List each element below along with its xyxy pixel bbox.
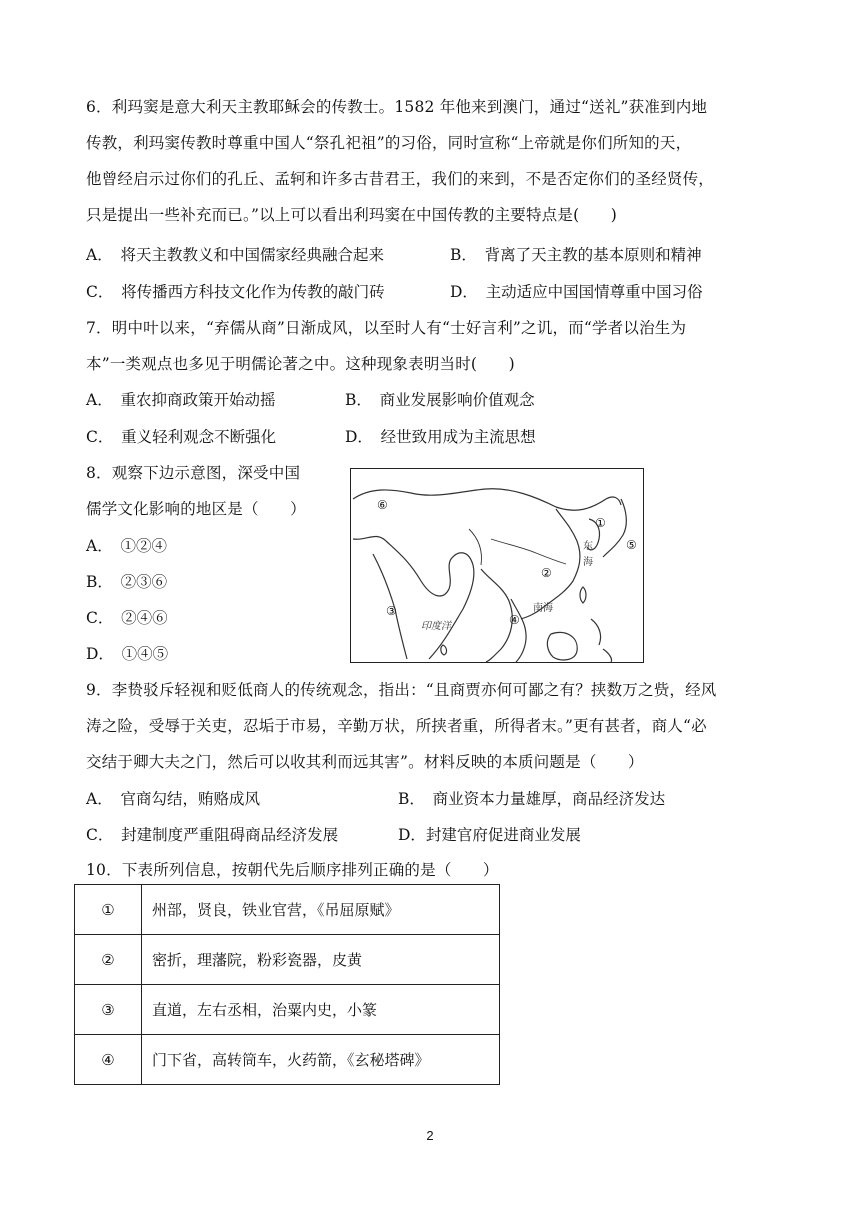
row-content: 州部，贤良，铁业官营，《吊屈原赋》 — [142, 885, 500, 935]
q9-line-1: 9．李贽驳斥轻视和贬低商人的传统观念，指出：“且商贾亦何可鄙之有？挟数万之赀，经风 — [86, 681, 717, 699]
q9-option-c: C． 封建制度严重阻碍商品经济发展 — [86, 826, 339, 844]
q6-option-b: B． 背离了天主教的基本原则和精神 — [450, 246, 702, 264]
q6-line-4: 只是提出一些补充而已。”以上可以看出利玛窦在中国传教的主要特点是( ) — [86, 206, 617, 224]
indochina-coast — [481, 569, 512, 662]
map-marker-6: ⑥ — [377, 498, 388, 512]
map-label-dong: 东 — [583, 541, 593, 552]
row-number: ④ — [75, 1035, 142, 1085]
map-label-hai: 海 — [583, 557, 593, 568]
row-number: ② — [75, 935, 142, 985]
q9-option-b: B． 商业资本力量雄厚，商品经济发达 — [398, 790, 666, 808]
table-row — [75, 935, 500, 985]
japan-islands — [603, 499, 626, 557]
malay-peninsula — [511, 599, 526, 662]
row-content: 门下省，高转筒车，火药箭，《玄秘塔碑》 — [142, 1035, 500, 1085]
q8-line-2: 儒学文化影响的地区是（ ） — [86, 500, 306, 518]
q7-option-a: A． 重农抑商政策开始动摇 — [86, 391, 276, 409]
q6-line-1: 6．利玛窦是意大利天主教耶稣会的传教士。1582 年他来到澳门，通过“送礼”获准到内地 — [86, 98, 708, 116]
q8-option-a: A． ①②④ — [86, 537, 167, 555]
q8-option-b: B． ②③⑥ — [86, 573, 168, 591]
page-number: 2 — [426, 1128, 434, 1143]
q9-line-3: 交结于卿大夫之门，然后可以收其利而远其害”。材料反映的本质问题是（ ） — [86, 753, 644, 771]
q7-line-2: 本”一类观点也多见于明儒论著之中。这种现象表明当时( ) — [86, 355, 515, 373]
table-row — [75, 885, 500, 935]
q9-option-a: A． 官商勾结，贿赂成风 — [86, 790, 260, 808]
q7-line-1: 7．明中叶以来，“弃儒从商”日渐成风，以至时人有“士好言利”之讥，而“学者以治生为 — [86, 319, 687, 337]
q9-line-2: 涛之险，受辱于关吏，忍垢于市易，辛勤万状，所挟者重，所得者末。”更有甚者，商人“必 — [86, 717, 707, 735]
map-marker-1: ① — [595, 516, 606, 530]
q8-option-c: C． ②④⑥ — [86, 609, 168, 627]
philippine-islands — [591, 619, 612, 662]
q9-option-d: D．封建官府促进商业发展 — [398, 826, 581, 844]
map-label-indian-ocean: 印度洋 — [421, 621, 451, 632]
map-marker-5: ⑤ — [626, 538, 637, 552]
q8-line-1: 8．观察下边示意图，深受中国 — [86, 464, 301, 482]
map-marker-4: ④ — [509, 613, 520, 627]
map-marker-3: ③ — [386, 604, 397, 618]
asia-map-drawing — [351, 469, 643, 662]
q10-info-table — [74, 884, 500, 1085]
q7-option-b: B． 商业发展影响价值观念 — [345, 391, 535, 409]
river-line — [491, 539, 566, 564]
asia-map — [350, 468, 644, 663]
table-row — [75, 1035, 500, 1085]
table-row — [75, 985, 500, 1035]
taiwan-island — [580, 587, 586, 603]
q6-line-3: 他曾经启示过你们的孔丘、孟轲和许多古昔君王，我们的来到，不是否定你们的圣经贤传， — [86, 170, 715, 188]
india-coast — [353, 536, 474, 659]
borneo-island — [547, 633, 577, 660]
row-number: ① — [75, 885, 142, 935]
north-coastline — [353, 489, 621, 511]
q7-option-d: D． 经世致用成为主流思想 — [345, 428, 536, 446]
q6-option-a: A． 将天主教教义和中国儒家经典融合起来 — [86, 246, 384, 264]
row-content: 密折，理藩院，粉彩瓷器，皮黄 — [142, 935, 500, 985]
map-label-south-china-sea: 南海 — [533, 603, 553, 614]
q8-option-d: D． ①④⑤ — [86, 645, 169, 663]
sri-lanka-island — [441, 645, 447, 655]
q6-option-c: C． 将传播西方科技文化作为传教的敲门砖 — [86, 283, 385, 301]
q6-line-2: 传教，利玛窦传教时尊重中国人“祭孔祀祖”的习俗，同时宣称“上帝就是你们所知的天， — [86, 134, 692, 152]
row-number: ③ — [75, 985, 142, 1035]
row-content: 直道，左右丞相，治粟内史，小篆 — [142, 985, 500, 1035]
q10-stem: 10．下表所列信息，按朝代先后顺序排列正确的是（ ） — [86, 861, 499, 879]
map-marker-2: ② — [541, 566, 552, 580]
q6-option-d: D． 主动适应中国国情尊重中国习俗 — [450, 283, 703, 301]
q7-option-c: C． 重义轻利观念不断强化 — [86, 428, 277, 446]
